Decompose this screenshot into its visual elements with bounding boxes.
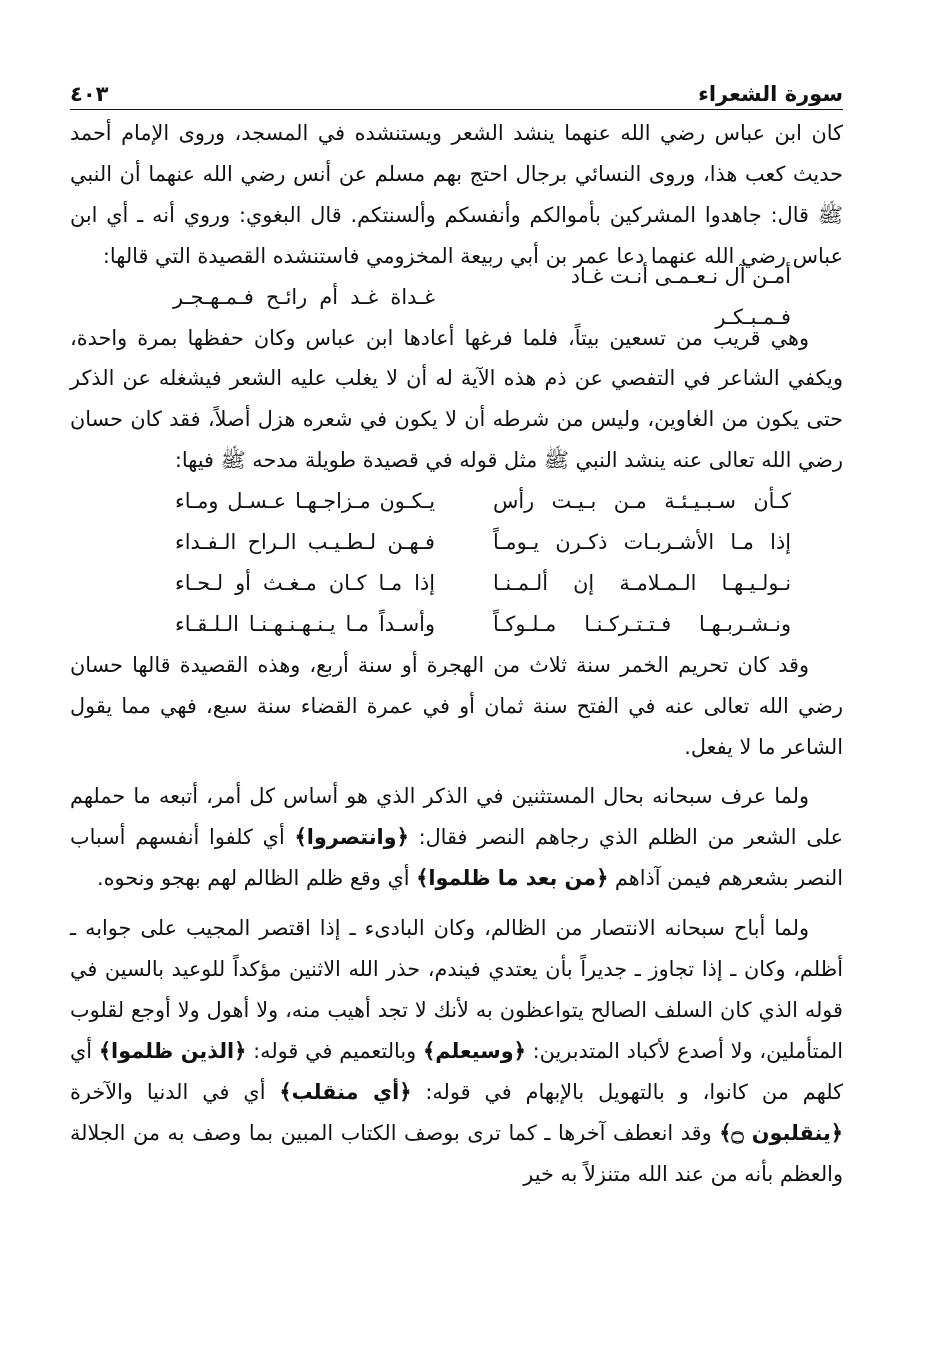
text-run: ولما عرف سبحانه بحال المستثنين في الذكر الذي هو أساس كل أمر، أتبعه ما حملهم على الشعر من الظلم الذي رجاهم النصر فقال: xyxy=(70,784,843,850)
paragraph-2: وهي قريب من تسعين بيتاً، فلما فرغها أعادها ابن عباس وكان حفظها بمرة واحدة، ويكفي الشاعر في التفصي عن ذم هذه الآية له أن لا يغلب عليه الشعر فيشغله عن الذكر حتى يكون من الغاوين، وليس من شرطه أن لا يكون في شعره هزل أصلاً، فقد كان حسان رضي الله تعالى عنه ينشد النبي ﷺ مثل قوله في قصيدة طويلة مدحه ﷺ فيها: xyxy=(70,325,843,473)
quran-quote: ﴿وانتصروا﴾ xyxy=(294,825,409,850)
verse-block-2 xyxy=(70,481,843,645)
paragraph-1: كان ابن عباس رضي الله عنهما ينشد الشعر ويستنشده في المسجد، وروى الإمام أحمد حديث كعب هذا، وروى النسائي برجال احتج بهم مسلم عن أنس رضي الله عنهما أن النبي ﷺ قال: جاهدوا المشركين بأموالكم وأنفسكم وألسنتكم. قال البغوي: وروي أنه ـ أي ابن عباس رضي الله عنهما دعا عمر بن أبي ربيعة المخزومي فاستنشده القصيدة التي قالها: xyxy=(70,121,843,268)
verse-first-hemistich: إذا مـا الأشـربـات ذكـرن يـومـاً xyxy=(493,530,791,555)
verse-first-hemistich: أمـن آل نـعـمـى أنـت غـاد فـمـبـكـر xyxy=(570,264,791,330)
verse-line xyxy=(70,264,843,330)
verse-second-hemistich: غـداة غـد أم رائـح فـمـهـجـر xyxy=(173,284,435,309)
paragraph-5 xyxy=(70,908,843,1194)
verse-second-hemistich: يـكـون مـزاجـهـا عـسـل ومـاء xyxy=(175,489,435,514)
quran-quote: ﴿الذين ظلموا﴾ xyxy=(98,1038,247,1063)
page-body xyxy=(70,113,843,1194)
quran-quote: ﴿وسيعلم﴾ xyxy=(423,1038,526,1063)
verse-second-hemistich: وأسـداً مـا يـنـهـنـهـنـا الـلـقـاء xyxy=(175,611,435,636)
verse-first-hemistich: نـولـيـهـا الـمـلامـة إن ألـمـنـا xyxy=(493,570,791,595)
verse-first-hemistich: ونـشـربـهـا فـتـتـركـنـا مـلـوكـاً xyxy=(493,611,791,636)
text-run: وبالتعميم في قوله: xyxy=(246,1038,424,1063)
verse-first-hemistich: كـأن سـبـيـئـة مـن بـيـت رأس xyxy=(493,489,791,514)
verse-line xyxy=(70,604,843,645)
paragraph-4 xyxy=(70,776,843,899)
verse-line xyxy=(70,522,843,563)
running-title: سورة الشعراء xyxy=(698,82,843,106)
quran-quote: ﴿ينقلبون ۝﴾ xyxy=(719,1120,843,1145)
text-run: وقد انعطف آخرها ـ كما ترى بوصف الكتاب المبين بما وصف به من الجلالة والعظم بأنه من عند الله متنزلاً به خير xyxy=(70,1120,843,1186)
text-run: أي كلفوا أنفسهم أسباب النصر بشعرهم فيمن آذاهم xyxy=(70,825,843,891)
text-run: أي وقع ظلم الظالم لهم بهجو ونحوه. xyxy=(97,866,417,891)
page-header xyxy=(70,70,843,106)
verse-block-1 xyxy=(70,264,843,330)
page-number: ٤٠٣ xyxy=(70,82,109,106)
verse-line xyxy=(70,481,843,522)
text-run: أي في الدنيا والآخرة xyxy=(70,1079,280,1104)
verse-line xyxy=(70,563,843,604)
text-run: ولما أباح سبحانه الانتصار من الظالم، وكان البادىء ـ إذا اقتصر المجيب على جوابه ـ أظلم، وكان ـ إذا تجاوز ـ جديراً بأن يعتدي فيندم، حذر الله الاثنين مؤكداً للوعيد بالسين في قوله الذي كان السلف الصالح يتواعظون به لأنك لا تجد أهيب منه، ولا أهول ولا أوجع لقلوب المتأملين، ولا أصدع لأكباد المتدبرين: xyxy=(70,916,843,1063)
verse-second-hemistich: فـهـن لـطـيـب الـراح الـفـداء xyxy=(175,530,435,555)
verse-second-hemistich: إذا مـا كـان مـغـث أو لـحـاء xyxy=(175,570,435,595)
header-rule xyxy=(70,109,843,110)
quran-quote: ﴿من بعد ما ظلموا﴾ xyxy=(416,866,609,891)
paragraph-3: وقد كان تحريم الخمر سنة ثلاث من الهجرة أو سنة أربع، وهذه القصيدة قالها حسان رضي الله تعالى عنه في الفتح سنة ثمان أو في عمرة القضاء سنة سبع، فهي مما يقول الشاعر ما لا يفعل. xyxy=(70,652,843,759)
quran-quote: ﴿أي منقلب﴾ xyxy=(279,1079,412,1104)
text-run: أي كلهم من كانوا، و بالتهويل بالإبهام في قوله: xyxy=(70,1038,843,1104)
